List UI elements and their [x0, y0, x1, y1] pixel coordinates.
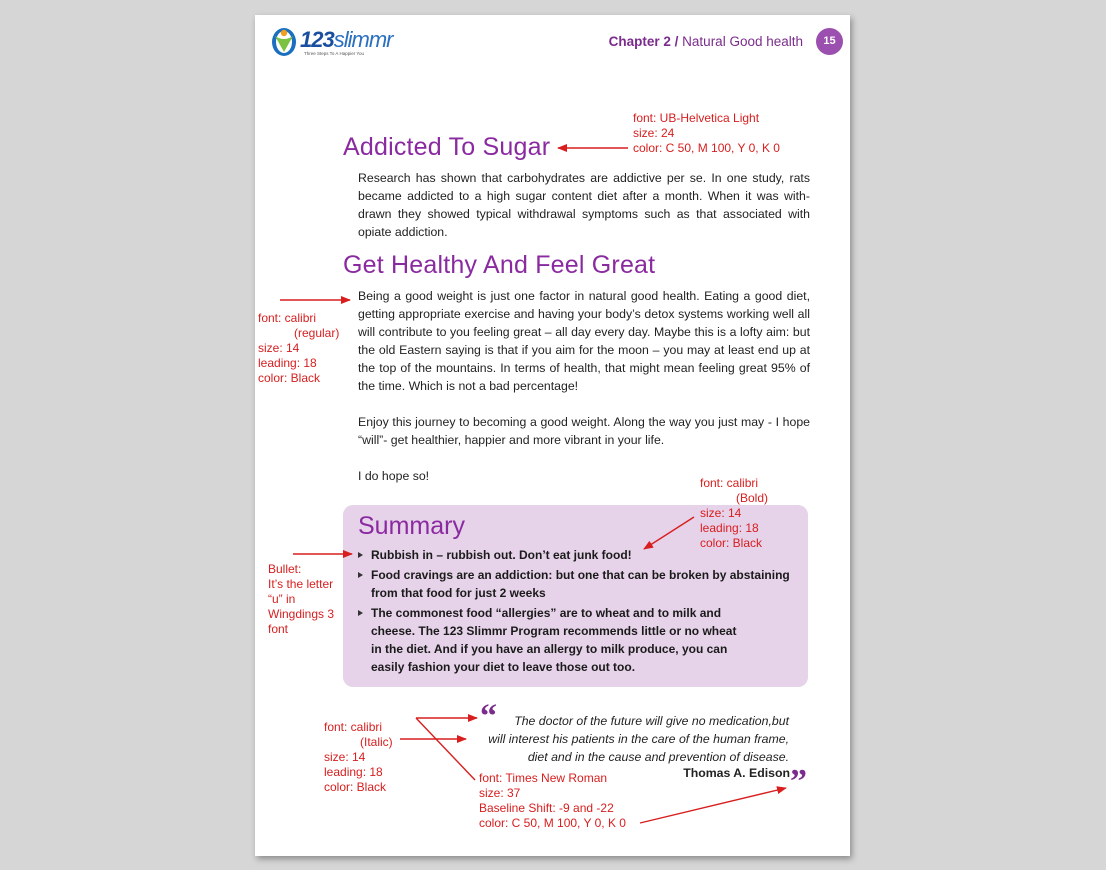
- paragraph-text: Research has shown that carbohydrates are addictive per se. In one study, rats became addicted to a high sugar content diet after a month. When it was with-drawn they showed typical withdrawal symptoms such as that associated with opiate addiction.: [358, 171, 810, 239]
- list-item: Food cravings are an addiction: but one that can be broken by abstaining from that food for just 2 weeks: [358, 566, 798, 602]
- page-number-badge: 15: [816, 28, 843, 55]
- open-quote-mark: “: [480, 698, 497, 735]
- paragraph-text: Enjoy this journey to becoming a good weight. Along the way you just may - I hope “will”- get healthier, happier and more vibrant in your life.: [358, 415, 810, 447]
- paragraph-journey: [358, 413, 810, 449]
- paragraph-healthy: [358, 287, 810, 395]
- annotation-bullet-spec: Bullet: It’s the letter “u” in Wingdings 3 font: [268, 562, 335, 636]
- triangle-bullet-icon: [358, 552, 363, 558]
- quote-line: The doctor of the future will give no medication,but: [514, 714, 789, 728]
- list-item: The commonest food “allergies” are to wheat and to milk and cheese. The 123 Slimmr Program recommends little or no wheat in the diet. And if you have an allergy to milk produce, you can easily fashion your diet to leave those out too.: [358, 604, 798, 676]
- annotation-body-spec: font: calibri (regular) size: 14 leading: 18 color: Black: [258, 311, 340, 385]
- triangle-bullet-icon: [358, 610, 363, 616]
- logo-wordmark: 123slimmr: [300, 27, 393, 52]
- paragraph-sugar: [358, 169, 810, 241]
- brand-logo: [270, 24, 400, 62]
- summary-bullet-list: [358, 546, 798, 678]
- quote-author: Thomas A. Edison: [683, 766, 790, 780]
- summary-title: Summary: [358, 512, 465, 540]
- quote-line: diet and in the cause and prevention of disease.: [527, 750, 789, 764]
- annotation-bold-spec: font: calibri (Bold) size: 14 leading: 18 color: Black: [700, 476, 769, 550]
- edison-quote: [449, 712, 789, 766]
- chapter-title: Natural Good health: [682, 34, 803, 49]
- chapter-header: [609, 34, 803, 49]
- paragraph-text: Being a good weight is just one factor in natural good health. Eating a good diet, getting appropriate exercise and having your body’s detox systems working well all will contribute to you feeling great – all day every day. Maybe this is a lofty aim: but the old Eastern saying is that if you aim for the moon – you may at least end up at the top of the mountains. In terms of health, that might mean feeling great 95% of the time. Which is not a bad percentage!: [358, 289, 810, 393]
- triangle-bullet-icon: [358, 572, 363, 578]
- chapter-label: Chapter 2: [608, 34, 671, 49]
- close-quote-mark: ”: [790, 763, 807, 800]
- chapter-separator: /: [674, 34, 679, 49]
- annotation-quote-mark-spec: font: Times New Roman size: 37 Baseline Shift: -9 and -22 color: C 50, M 100, Y 0, K 0: [479, 771, 626, 830]
- heading-get-healthy: Get Healthy And Feel Great: [343, 251, 656, 279]
- logo-tagline: Three Steps To A Happier You: [304, 51, 364, 56]
- heading-addicted-to-sugar: Addicted To Sugar: [343, 133, 551, 161]
- annotation-heading-spec: font: UB-Helvetica Light size: 24 color: C 50, M 100, Y 0, K 0: [633, 111, 780, 155]
- person-logo-icon: [270, 24, 298, 58]
- annotation-italic-spec: font: calibri (Italic) size: 14 leading: 18 color: Black: [324, 720, 393, 794]
- quote-line: will interest his patients in the care of the human frame,: [488, 732, 789, 746]
- paragraph-text: I do hope so!: [358, 469, 430, 483]
- list-item: Rubbish in – rubbish out. Don’t eat junk food!: [358, 546, 798, 564]
